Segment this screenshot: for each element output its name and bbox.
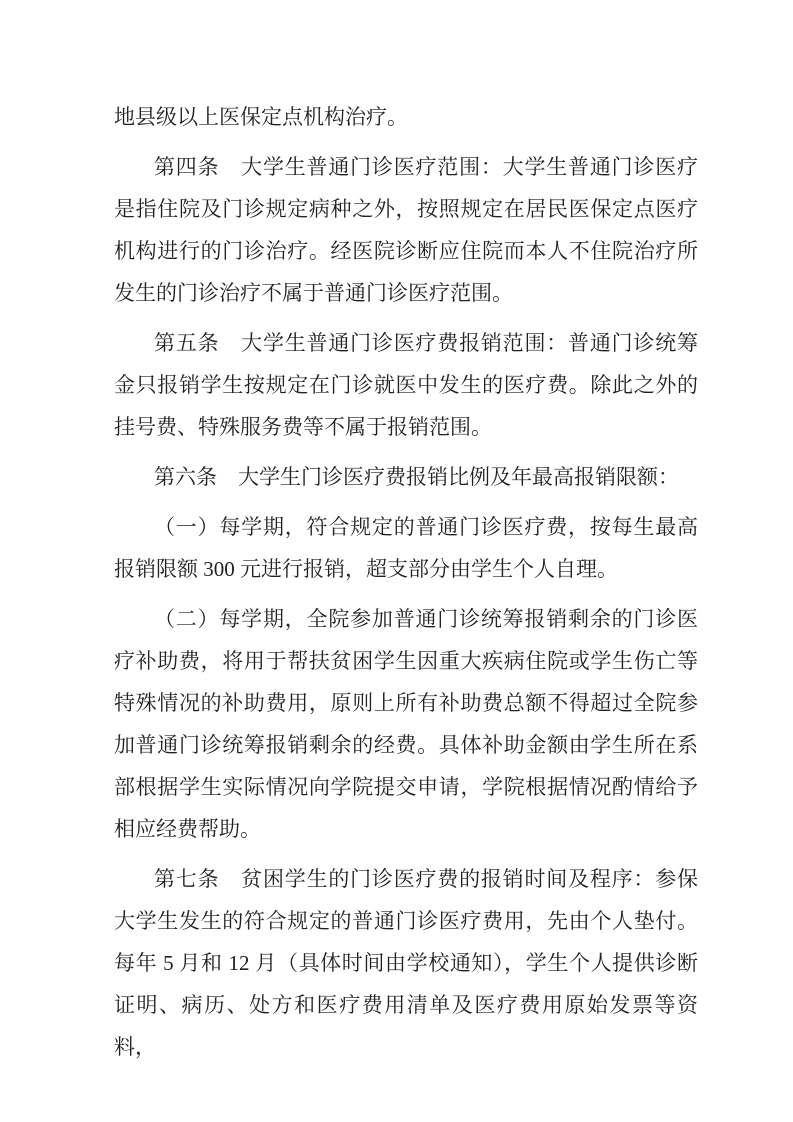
text-block [114,96,698,1076]
continuation-paragraph: 地县级以上医保定点机构治疗。 [114,105,408,129]
article-6-clause-1-paragraph: （一）每学期，符合规定的普通门诊医疗费，按每生最高报销限额 300 元进行报销，超支部分由学生个人自理。 [114,515,698,581]
article-4-paragraph: 第四条 大学生普通门诊医疗范围：大学生普通门诊医疗是指住院及门诊规定病种之外，按照规定在居民医保定点医疗机构进行的门诊治疗。经医院诊断应住院而本人不住院治疗所发生的门诊治疗不属于普通门诊医疗范围。 [114,155,698,305]
article-6-clause-2-paragraph: （二）每学期，全院参加普通门诊统筹报销剩余的门诊医疗补助费，将用于帮扶贫困学生因重大疾病住院或学生伤亡等特殊情况的补助费用，原则上所有补助费总额不得超过全院参加普通门诊统筹报销剩余的经费。具体补助金额由学生所在系部根据学生实际情况向学院提交申请，学院根据情况酌情给予相应经费帮助。 [114,607,698,841]
article-5-paragraph: 第五条 大学生普通门诊医疗费报销范围：普通门诊统筹金只报销学生按规定在门诊就医中发生的医疗费。除此之外的挂号费、特殊服务费等不属于报销范围。 [114,331,698,439]
article-7-paragraph: 第七条 贫困学生的门诊医疗费的报销时间及程序：参保大学生发生的符合规定的普通门诊医疗费用，先由个人垫付。每年 5 月和 12 月（具体时间由学校通知），学生个人提供诊断证明、病历、处方和医疗费用清单及医疗费用原始发票等资料， [114,867,698,1059]
article-6-paragraph: 第六条 大学生门诊医疗费报销比例及年最高报销限额： [154,465,679,489]
